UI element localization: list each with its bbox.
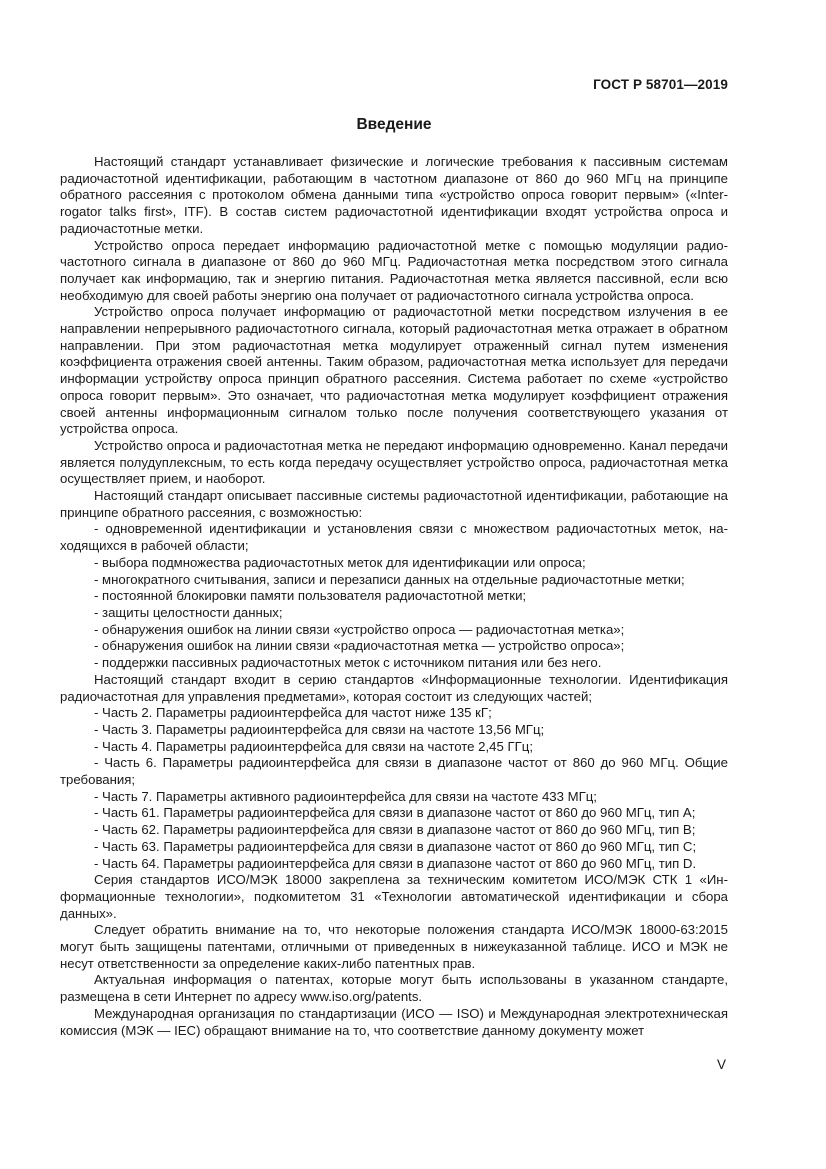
- document-page: [60, 0, 728, 1169]
- section-title: Введение: [356, 116, 432, 133]
- list-item: - Часть 61. Параметры радиоинтерфейса для связи в диапазоне частот от 860 до 960 МГц, тип А;: [94, 805, 696, 821]
- list-item: - выбора подмножества радиочастотных меток для идентификации или опроса;: [94, 554, 586, 570]
- list-item: - Часть 4. Параметры радиоинтерфейса для связи на частоте 2,45 ГГц;: [94, 738, 533, 754]
- list-item: - постоянной блокировки памяти пользователя радиочастотной метки;: [94, 588, 527, 604]
- list-item: - Часть 3. Параметры радиоинтерфейса для связи на частоте 13,56 МГц;: [94, 721, 545, 737]
- paragraph: Международная организация по стандартизации (ИСО — ISO) и Международная электротехническая комиссия (МЭК — IEC) обращают внимание на то, что соответствие данному документу может: [60, 1005, 728, 1038]
- paragraph: Настоящий стандарт устанавливает физические и логические требования к пассивным системам радиочастотной идентификации, работающим в частотном диапазоне от 860 до 960 МГц на принципе обратного рассеяния с протоколом обмена данными типа «устройство опроса говорит первым» («Interrogator talks first», ITF). В состав систем радиочастотной идентификации входят устройства опроса и радиочастотные метки.: [60, 154, 728, 236]
- list-item: - Часть 64. Параметры радиоинтерфейса для связи в диапазоне частот от 860 до 960 МГц, тип D.: [94, 855, 697, 871]
- list-item: - многократного считывания, записи и перезаписи данных на отдельные радиочастотные метки;: [94, 571, 685, 587]
- paragraph: Следует обратить внимание на то, что некоторые положения стандарта ИСО/МЭК 18000-63:2015 могут быть защищены патентами, отличными от приведенных в нижеуказанной таблице. ИСО и МЭК не несут ответственности за определение каких-либо патентных прав.: [60, 922, 728, 971]
- list-item: - Часть 2. Параметры радиоинтерфейса для частот ниже 135 кГ;: [94, 705, 492, 721]
- paragraph: Устройство опроса получает информацию от радиочастотной метки посредством излучения в ее направлении непрерывного радиочастотного сигнала, который радиочастотная метка отражает в обратном направлении. При этом радиочастотная метка модулирует отраженный сигнал путем изменения коэффициента отражения своей антенны. Таким образом, радиочастотная метка использует для передачи информации устройству опроса принцип обратного рассеяния. Система работает по схеме «устройство опроса говорит первым». Это означает, что радиочастотная метка модулирует коэффициент отражения своей антенны информационным сигналом только после получения соответствующего указания от устройства опроса.: [60, 304, 728, 437]
- document-code: ГОСТ Р 58701—2019: [593, 77, 728, 92]
- paragraph: Актуальная информация о патентах, которые могут быть использованы в указанном стандарте, размещена в сети Интернет по адресу www.iso.org/patents.: [60, 972, 728, 1005]
- document-body: [60, 154, 728, 1039]
- list-item: - Часть 62. Параметры радиоинтерфейса для связи в диапазоне частот от 860 до 960 МГц, тип В;: [94, 822, 696, 838]
- list-item: - Часть 6. Параметры радиоинтерфейса для связи в диапазоне частот от 860 до 960 МГц. Общие требования;: [60, 755, 728, 788]
- list-item: - Часть 7. Параметры активного радиоинтерфейса для связи на частоте 433 МГц;: [94, 788, 597, 804]
- list-item: - одновременной идентификации и установления связи с множеством радиочастотных меток, находящихся в рабочей области;: [60, 521, 728, 554]
- list-item: - защиты целостности данных;: [94, 604, 283, 620]
- list-item: - Часть 63. Параметры радиоинтерфейса для связи в диапазоне частот от 860 до 960 МГц, тип С;: [94, 838, 697, 854]
- list-item: - обнаружения ошибок на линии связи «радиочастотная метка — устройство опроса»;: [94, 638, 625, 654]
- page-number: V: [716, 1057, 726, 1072]
- paragraph: Устройство опроса и радиочастотная метка не передают информацию одновременно. Канал передачи является полудуплексным, то есть когда передачу осуществляет устройство опроса, радиочастотная метка осуществляет прием, и наоборот.: [60, 437, 728, 487]
- paragraph: Устройство опроса передает информацию радиочастотной метке с помощью модуляции радиочастотного сигнала в диапазоне от 860 до 960 МГц. Радиочастотная метка посредством этого сигнала получает как информацию, так и энергию питания. Радиочастотная метка является пассивной, если всю необходимую для своей работы энергию она получает от радиочастотного сигнала устройства опроса.: [60, 237, 728, 303]
- paragraph: Настоящий стандарт входит в серию стандартов «Информационные технологии. Идентификация радиочастотная для управления предметами», которая состоит из следующих частей;: [60, 671, 728, 704]
- list-item: - обнаружения ошибок на линии связи «устройство опроса — радиочастотная метка»;: [94, 621, 625, 637]
- list-item: - поддержки пассивных радиочастотных меток с источником питания или без него.: [94, 655, 602, 671]
- paragraph: Настоящий стандарт описывает пассивные системы радиочастотной идентификации, работающие на принципе обратного рассеяния, с возможностью:: [60, 488, 728, 520]
- paragraph: Серия стандартов ИСО/МЭК 18000 закреплена за техническим комитетом ИСО/МЭК СТК 1 «Информационные технологии», подкомитетом 31 «Технологии автоматической идентификации и сбора данных».: [60, 872, 728, 921]
